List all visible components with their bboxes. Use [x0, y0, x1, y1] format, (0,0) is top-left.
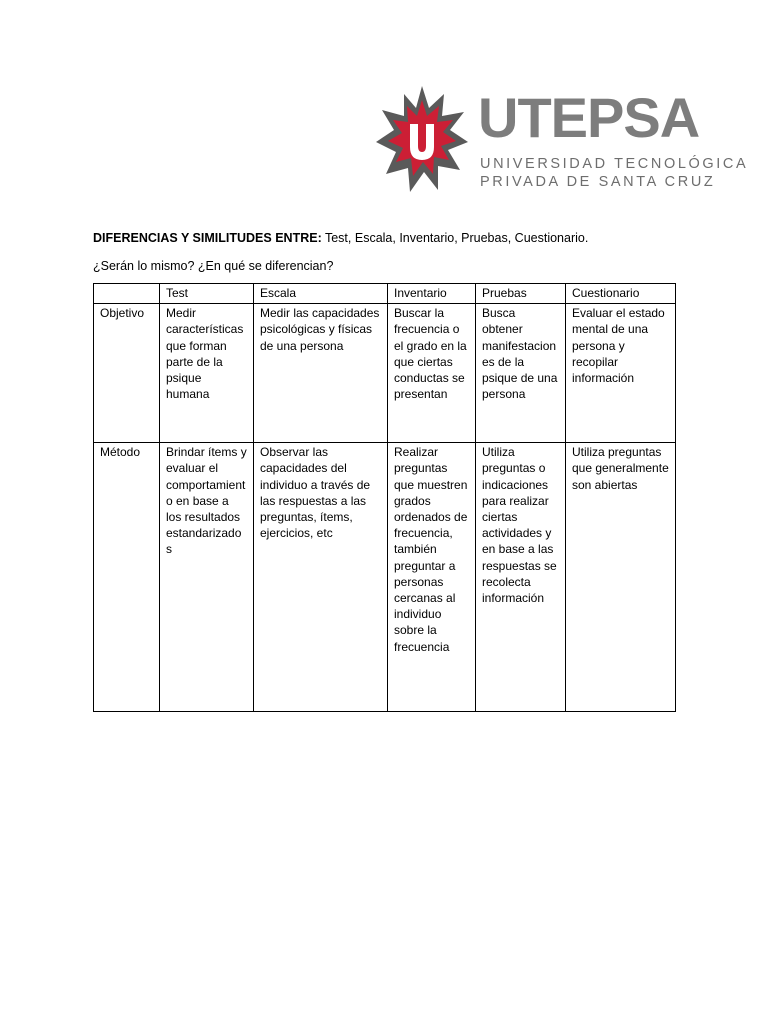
table-row — [94, 304, 676, 443]
table-header-cell — [94, 284, 160, 304]
table-cell: Utiliza preguntas o indicaciones para realizar ciertas actividades y en base a las respuestas se recolecta información — [476, 443, 566, 712]
table-cell: Brindar ítems y evaluar el comportamiento en base a los resultados estandarizados — [160, 443, 254, 712]
heading-bold: DIFERENCIAS Y SIMILITUDES ENTRE: — [93, 231, 322, 245]
comparison-table — [93, 283, 676, 712]
table-row — [94, 443, 676, 712]
table-cell: Busca obtener manifestaciones de la psique de una persona — [476, 304, 566, 443]
table-header-row — [94, 284, 676, 304]
heading-rest: Test, Escala, Inventario, Pruebas, Cuestionario. — [321, 231, 589, 245]
table-header-cell: Inventario — [388, 284, 476, 304]
table-row-label: Método — [94, 443, 160, 712]
document-question: ¿Serán lo mismo? ¿En qué se diferencian? — [93, 259, 334, 273]
table-header-cell: Escala — [254, 284, 388, 304]
table-header-cell: Pruebas — [476, 284, 566, 304]
logo-wordmark-rest: TEPSA — [517, 86, 700, 149]
table-header-cell: Cuestionario — [566, 284, 676, 304]
table-cell: Evaluar el estado mental de una persona y recopilar información — [566, 304, 676, 443]
table-cell: Buscar la frecuencia o el grado en la que ciertas conductas se presentan — [388, 304, 476, 443]
logo-subtitle-line-2: PRIVADA DE SANTA CRUZ — [480, 174, 716, 190]
logo-wordmark-prefix: U — [478, 86, 518, 149]
table-cell: Realizar preguntas que muestren grados ordenados de frecuencia, también preguntar a personas cercanas al individuo sobre la frecuencia — [388, 443, 476, 712]
document-heading — [93, 230, 588, 246]
logo-wordmark — [478, 86, 700, 149]
logo-subtitle-line-1: UNIVERSIDAD TECNOLÓGICA — [480, 156, 749, 172]
table-header-cell: Test — [160, 284, 254, 304]
table-cell: Medir las capacidades psicológicas y físicas de una persona — [254, 304, 388, 443]
table-cell: Observar las capacidades del individuo a través de las respuestas a las preguntas, ítems, ejercicios, etc — [254, 443, 388, 712]
table-row-label: Objetivo — [94, 304, 160, 443]
utepsa-star-emblem-icon — [376, 86, 468, 194]
table-cell: Utiliza preguntas que generalmente son abiertas — [566, 443, 676, 712]
table-cell: Medir características que forman parte de la psique humana — [160, 304, 254, 443]
utepsa-logo — [376, 86, 749, 194]
